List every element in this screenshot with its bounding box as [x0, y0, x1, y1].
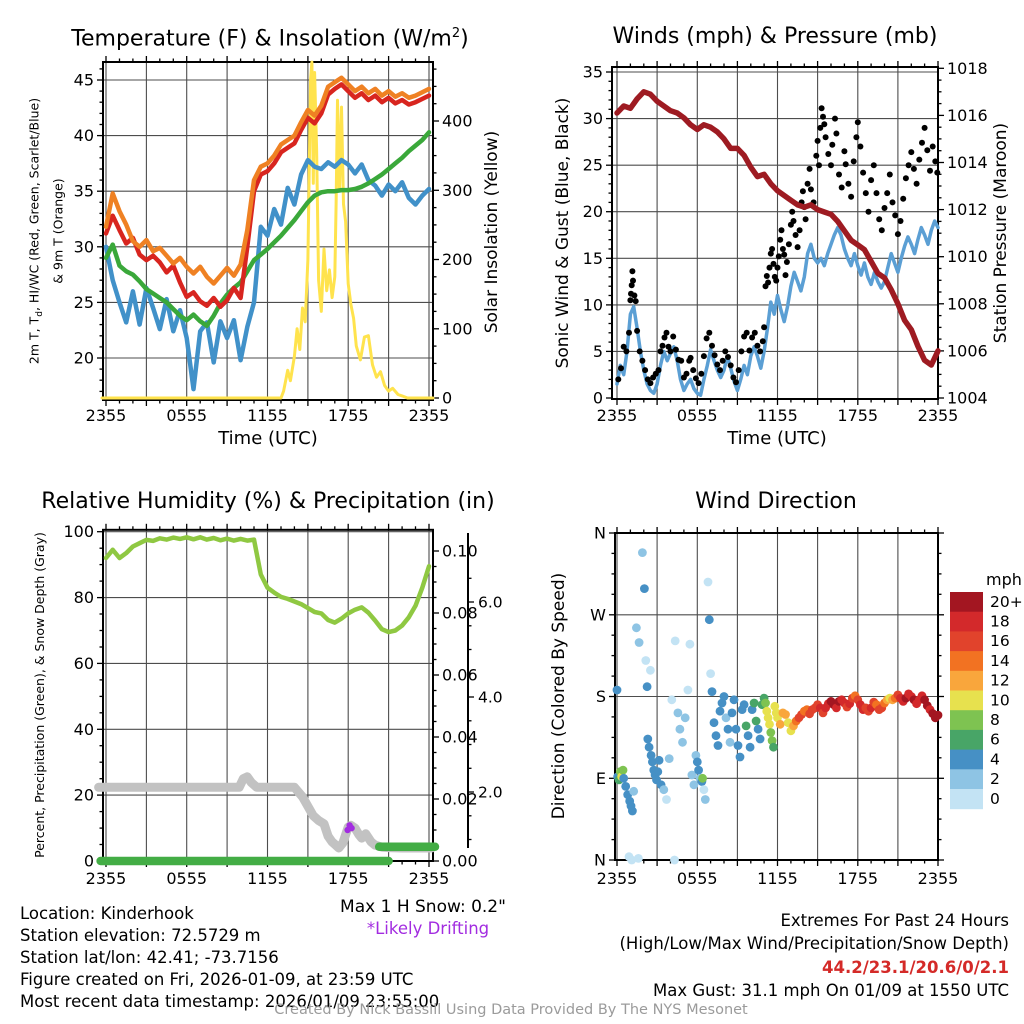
svg-text:2: 2	[990, 770, 1000, 789]
station-latlon: Station lat/lon: 42.41; -73.7156	[20, 948, 279, 967]
svg-text:25: 25	[73, 292, 94, 312]
svg-text:30: 30	[73, 237, 94, 257]
svg-text:0.02: 0.02	[442, 789, 478, 809]
svg-text:2355: 2355	[85, 406, 127, 425]
station-elevation: Station elevation: 72.5729 m	[20, 926, 261, 945]
svg-text:0: 0	[592, 388, 603, 408]
figure-created-timestamp: Figure created on Fri, 2026-01-09, at 23:59 UTC	[20, 970, 414, 989]
svg-text:2355: 2355	[408, 406, 450, 425]
svg-text:1012: 1012	[947, 200, 988, 220]
svg-text:1016: 1016	[947, 105, 988, 125]
station-location: Location: Kinderhook	[20, 904, 194, 923]
svg-text:1155: 1155	[757, 869, 798, 888]
extremes-title: Extremes For Past 24 Hours	[780, 911, 1009, 930]
svg-text:0555: 0555	[676, 406, 718, 425]
svg-text:2355: 2355	[596, 869, 638, 888]
svg-text:0555: 0555	[166, 869, 208, 888]
svg-text:20+: 20+	[990, 592, 1023, 611]
svg-text:1155: 1155	[757, 406, 798, 425]
svg-text:1155: 1155	[247, 869, 288, 888]
svg-text:0555: 0555	[166, 406, 208, 425]
svg-text:2355: 2355	[917, 869, 959, 888]
svg-text:20: 20	[73, 348, 94, 368]
svg-text:4: 4	[990, 750, 1000, 769]
svg-text:1755: 1755	[837, 869, 879, 888]
svg-text:10: 10	[990, 691, 1010, 710]
svg-text:6: 6	[990, 730, 1000, 749]
temp-chart-x-label: Time (UTC)	[218, 428, 318, 449]
svg-text:0.10: 0.10	[442, 541, 478, 561]
svg-text:0: 0	[990, 789, 1000, 808]
svg-text:25: 25	[582, 155, 603, 175]
extremes-values: 44.2/23.1/20.6/0/2.1	[822, 957, 1009, 977]
weather-station-dashboard: 2355 0555 1155 1755 2355 20 25 30 35 40 45 0 100 200 300 400 2355 0555 1155 1755 2355 0 5 10 15 20 25 30 35 1004 1006 1008 1010 1012 1014 1016 1018 2355 0555 1155 1755 2355 0 20 40 60 80 100 0.00 0.02 0.04 0.06 0.08 0.10 2.0 4.0 6.0 2355 0555 1155 1755 2355 N W S E N 20+ 18 16 14 12 10 8 6 4 2 0 Temperature (F) & Insolation $(W/m^2)$ Winds (mph) & Pressure (mb) Relative Humidity (%) & Precipitation (in) Wind Direction Time (UTC) Time (UTC) 2m T, $T_d$, HI/WC (Red, Green, Scarlet/Blue) & 9m T (Orange) Solar Insolation (Yellow) Sonic Wind & Gust (Blue, Black) Station Pressure (Maroon) Percent, Precipitation (Green), & Snow Depth (Gray) Direction (Colored By Speed) mph Location: Kinderhook Station elevation: 72.5729 m Station lat/lon: 42.41; -73.7156 Figure created on Fri, 2026-01-09, at 23:59 UTC Most recent data timestamp: 2026/01/09 23:55:00 Max 1 H Snow: 0.2" *Likely Drifting Extremes For Past 24 Hours (High/Low/Max Wind/Precipitation/Snow Depth) 44.2/23.1/20.6/0/2.1 Max Gust: 31.1 mph On 01/09 at 1550 UTC Created By Nick Bassill Using Data Provided By The NYS Mesonet	[0, 0, 1024, 1024]
svg-text:20: 20	[582, 202, 603, 222]
svg-text:N: N	[594, 523, 606, 543]
speed-scale-unit-label: mph	[986, 570, 1022, 589]
svg-text:0: 0	[442, 388, 453, 408]
svg-text:18: 18	[990, 612, 1010, 631]
svg-text:300: 300	[442, 180, 473, 200]
svg-text:2355: 2355	[85, 869, 127, 888]
svg-text:0.08: 0.08	[442, 603, 478, 623]
svg-text:2.0: 2.0	[478, 783, 503, 802]
svg-text:2355: 2355	[596, 406, 638, 425]
svg-text:1010: 1010	[947, 247, 988, 267]
svg-text:0.06: 0.06	[442, 665, 478, 685]
svg-text:1755: 1755	[837, 406, 879, 425]
svg-text:35: 35	[582, 62, 603, 82]
svg-text:0.04: 0.04	[442, 727, 478, 747]
svg-text:2355: 2355	[408, 869, 450, 888]
svg-text:30: 30	[582, 109, 603, 129]
svg-text:100: 100	[442, 319, 473, 339]
svg-text:10: 10	[582, 295, 603, 315]
svg-text:1755: 1755	[327, 869, 369, 888]
svg-text:60: 60	[73, 653, 94, 673]
svg-text:1004: 1004	[947, 388, 988, 408]
svg-text:1155: 1155	[247, 406, 288, 425]
svg-text:200: 200	[442, 250, 473, 269]
svg-text:W: W	[590, 605, 606, 625]
svg-text:15: 15	[582, 248, 603, 268]
svg-text:100: 100	[63, 522, 94, 542]
humidity-chart-title: Relative Humidity (%) & Precipitation (in)	[41, 489, 495, 514]
svg-text:40: 40	[73, 719, 94, 739]
credit-line: Created By Nick Bassill Using Data Provided By The NYS Mesonet	[274, 1002, 748, 1018]
svg-text:35: 35	[73, 181, 94, 201]
svg-text:40: 40	[73, 126, 94, 146]
max-gust-note: Max Gust: 31.1 mph On 01/09 at 1550 UTC	[653, 980, 1009, 1000]
max-hourly-snow-note: Max 1 H Snow: 0.2"	[340, 897, 506, 917]
svg-text:6.0: 6.0	[478, 593, 503, 612]
svg-text:45: 45	[73, 70, 94, 90]
svg-text:1006: 1006	[947, 341, 988, 361]
svg-text:4.0: 4.0	[478, 688, 503, 707]
svg-text:0555: 0555	[676, 869, 718, 888]
svg-text:S: S	[595, 687, 606, 706]
svg-text:1755: 1755	[327, 406, 369, 425]
winds-chart-title: Winds (mph) & Pressure (mb)	[612, 24, 938, 49]
extremes-subtitle: (High/Low/Max Wind/Precipitation/Snow Depth)	[619, 934, 1009, 954]
svg-text:8: 8	[990, 711, 1000, 729]
svg-text:5: 5	[592, 341, 603, 361]
svg-text:1008: 1008	[947, 294, 988, 314]
svg-text:16: 16	[990, 632, 1010, 651]
svg-text:0: 0	[83, 851, 94, 871]
svg-text:0.00: 0.00	[442, 851, 478, 871]
svg-text:1018: 1018	[947, 58, 988, 78]
svg-text:E: E	[595, 768, 606, 788]
svg-text:N: N	[594, 850, 606, 870]
svg-text:400: 400	[442, 111, 473, 131]
temp-chart-title: Temperature (F) & Insolation $(W/m^2)$	[71, 26, 469, 52]
svg-text:12: 12	[990, 671, 1010, 690]
svg-text:1014: 1014	[947, 153, 988, 172]
likely-drifting-note: *Likely Drifting	[366, 919, 490, 938]
extremes-block	[619, 909, 1009, 1002]
svg-text:14: 14	[990, 651, 1010, 670]
svg-text:2355: 2355	[917, 406, 959, 425]
svg-text:80: 80	[73, 588, 94, 608]
recent-data-timestamp: Most recent data timestamp: 2026/01/09 23:55:00	[20, 992, 440, 1011]
svg-text:20: 20	[73, 785, 94, 805]
wind-direction-chart-title: Wind Direction	[695, 489, 857, 514]
winds-chart-x-label: Time (UTC)	[727, 428, 827, 449]
